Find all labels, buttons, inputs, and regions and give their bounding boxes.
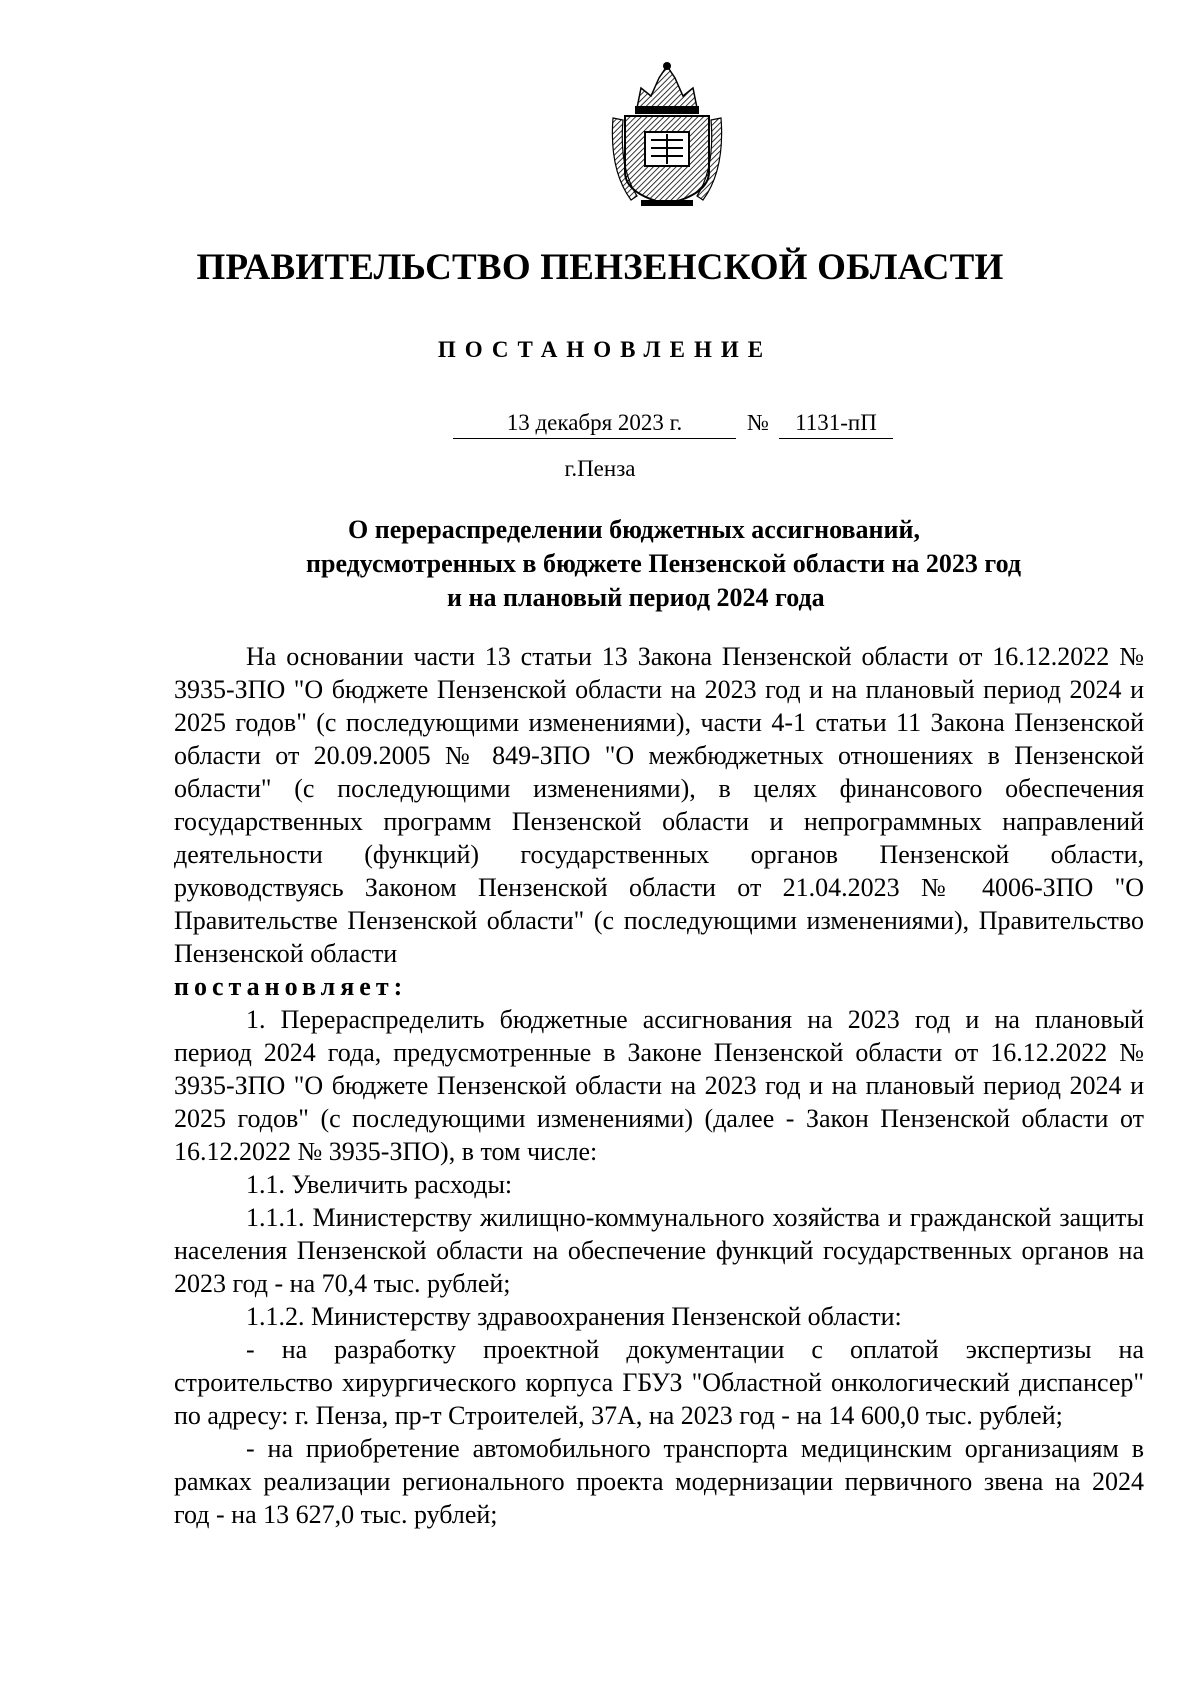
decree-date: 13 декабря 2023 г. [453,408,736,439]
clause-1-1-1: 1.1.1. Министерству жилищно-коммунального хозяйства и гражданской защиты населения Пензенской области на обеспечение функций государственных органов на 2023 год - на 70,4 тыс. рублей; [174,1203,1144,1298]
decree-title [200,513,1100,615]
clause-dash-2: - на приобретение автомобильного транспорта медицинским организациям в рамках реализации регионального проекта модернизации первичного звена на 2024 год - на 13 627,0 тыс. рублей; [174,1434,1144,1529]
clause-1-1-2: 1.1.2. Министерству здравоохранения Пензенской области: [246,1302,902,1331]
clause-dash-1: - на разработку проектной документации с оплатой экспертизы на строительство хирургического корпуса ГБУЗ "Областной онкологический диспансер" по адресу: г. Пенза, пр-т Строителей, 37А, на 2023 год - на 14 600,0 тыс. рублей; [174,1335,1144,1430]
resolves-keyword: постановляет: [174,972,408,1001]
intro-paragraph [174,640,1144,970]
government-name: ПРАВИТЕЛЬСТВО ПЕНЗЕНСКОЙ ОБЛАСТИ [196,247,1004,288]
clause-1-1: 1.1. Увеличить расходы: [246,1170,513,1199]
date-number-line [0,408,1200,442]
intro-text: На основании части 13 статьи 13 Закона Пензенской области от 16.12.2022 № 3935-ЗПО "О бюджете Пензенской области на 2023 год и на плановый период 2024 и 2025 годов" (с последующими изменениями), части 4-1 статьи 11 Закона Пензенской области от 20.09.2005 № 849-ЗПО "О межбюджетных отношениях в Пензенской области" (с последующими изменениями), в целях финансового обеспечения государственных программ Пензенской области и непрограммных направлений деятельности (функций) государственных органов Пензенской области, руководствуясь Законом Пензенской области от 21.04.2023 № 4006-ЗПО "О Правительстве Пензенской области" (с последующими изменениями), Правительство Пензенской области [174,642,1144,968]
document-type: ПОСТАНОВЛЕНИЕ [437,337,773,362]
clause-1: 1. Перераспределить бюджетные ассигнования на 2023 год и на плановый период 2024 года, предусмотренные в Законе Пензенской области от 16.12.2022 № 3935-ЗПО "О бюджете Пензенской области на 2023 год и на плановый период 2024 и 2025 годов" (с последующими изменениями) (далее - Закон Пензенской области от 16.12.2022 № 3935-ЗПО), в том числе: [174,1005,1144,1166]
resolves-paragraph [174,970,1144,1003]
number-sign: № [747,410,769,435]
decree-number: 1131-пП [779,408,893,439]
coat-of-arms-emblem [607,60,727,210]
title-line-2: предусмотренных в бюджете Пензенской области на 2023 год [306,549,1021,578]
document-body [174,640,1144,1531]
title-line-3: и на плановый период 2024 года [447,583,825,612]
city: г.Пенза [564,456,636,481]
title-line-1: О перераспределении бюджетных ассигнований, [348,515,920,544]
